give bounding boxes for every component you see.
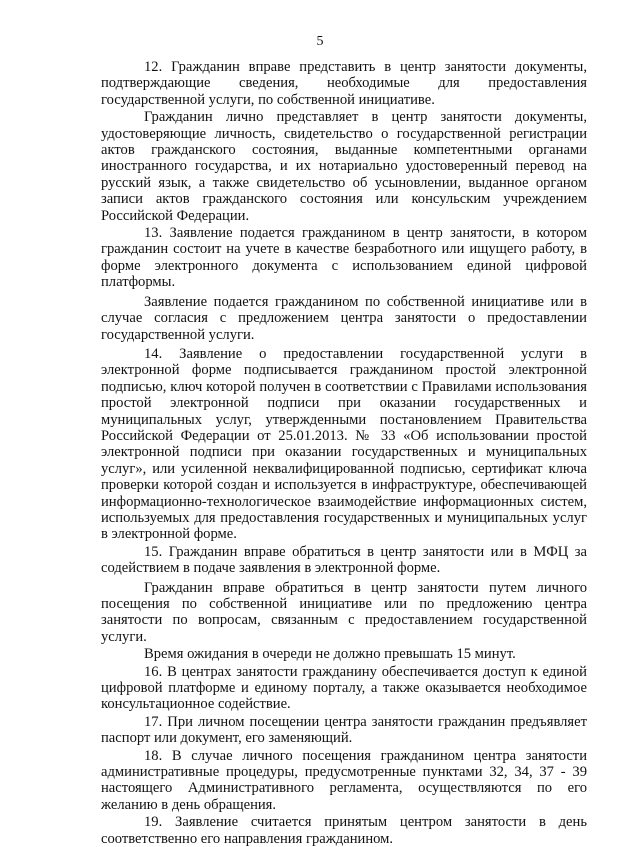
paragraph-12-documents: Гражданин лично представляет в центр занятости документы, удостоверяющие личность, свидетельство о государственной регистрации актов гражданского состояния, выданные компетентными органами иностранного государства, и их нотариально удостоверенный перевод на русский язык, а также свидетельство об усыновлении, выданное органом записи актов гражданского состояния или консульским учреждением Российской Федерации. [101,109,587,224]
paragraph-13-initiative: Заявление подается гражданином по собственной инициативе или в случае согласия с предложением центра занятости о предоставлении государственной услуги. [101,293,587,343]
document-body [101,59,587,847]
paragraph-15-waiting-time: Время ожидания в очереди не должно превышать 15 минут. [144,646,516,663]
page-number: 5 [316,34,324,49]
paragraph-15: 15. Гражданин вправе обратиться в центр занятости или в МФЦ за содействием в подаче заявления в электронной форме. [101,543,587,577]
paragraph-14: 14. Заявление о предоставлении государственной услуги в электронной форме подписывается гражданином простой электронной подписью, ключ которой получен в соответствии с Правилами использования простой электронной подписи при оказании государственных и муниципальных услуг, утвержденными постановлением Правительства Российской Федерации от 25.01.2013. № 33 «Об использовании простой электронной подписи при оказании государственных и муниципальных услуг», или усиленной неквалифицированной подписью, сертификат ключа проверки которой создан и используется в инфраструктуре, обеспечивающей информационно-технологическое взаимодействие информационных систем, используемых для предоставления государственных и муниципальных услуг в электронной форме. [101,345,587,543]
paragraph-19: 19. Заявление считается принятым центром занятости в день соответственно его направления гражданином. [101,814,587,847]
paragraph-16: 16. В центрах занятости гражданину обеспечивается доступ к единой цифровой платформе и единому порталу, а также оказывается необходимое консультационное содействие. [101,663,587,713]
paragraph-13: 13. Заявление подается гражданином в центр занятости, в котором гражданин состоит на учете в качестве безработного или ищущего работу, в форме электронного документа с использованием единой цифровой платформы. [101,225,587,291]
paragraph-18: 18. В случае личного посещения гражданином центра занятости административные процедуры, предусмотренные пунктами 32, 34, 37 - 39 настоящего Административного регламента, осуществляются по его желанию в день обращения. [101,747,587,813]
paragraph-17: 17. При личном посещении центра занятости гражданин предъявляет паспорт или документ, его заменяющий. [101,713,587,747]
paragraph-12: 12. Гражданин вправе представить в центр занятости документы, подтверждающие сведения, необходимые для предоставления государственной услуги, по собственной инициативе. [101,59,587,108]
paragraph-15-visit: Гражданин вправе обратиться в центр занятости путем личного посещения по собственной инициативе или по предложению центра занятости по вопросам, связанным с предоставлением государственной услуги. [101,579,587,645]
